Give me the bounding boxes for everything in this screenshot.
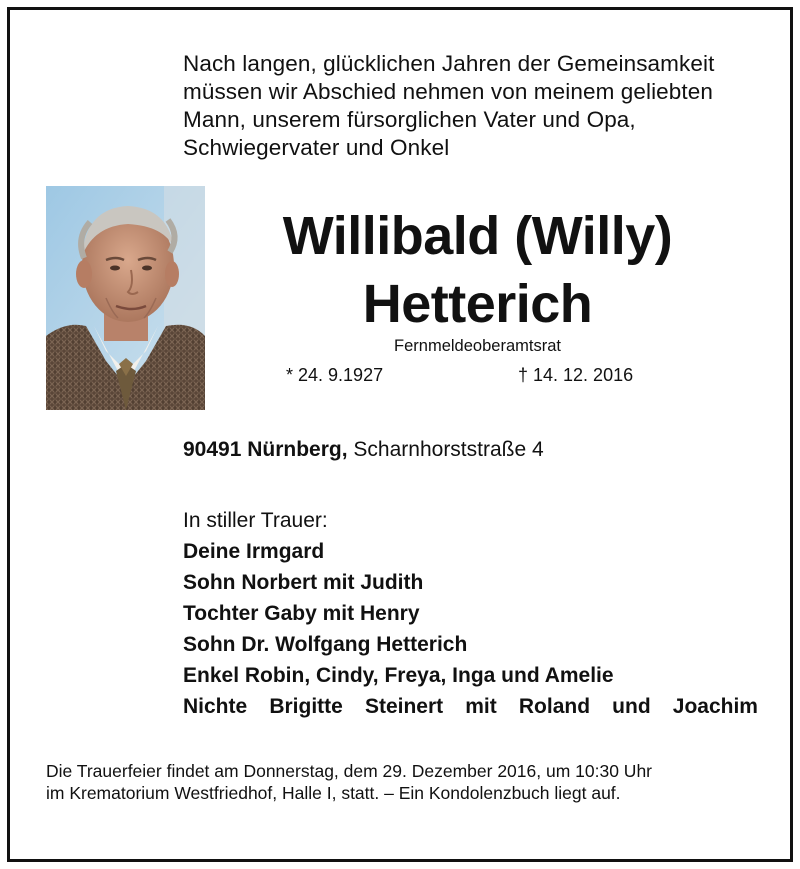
deceased-name-line1: Willibald (Willy) — [282, 206, 673, 266]
mourner-line: Deine Irmgard — [183, 540, 325, 563]
ceremony-notice — [46, 760, 776, 804]
death-date: † 14. 12. 2016 — [518, 365, 634, 385]
mourner-line-last — [183, 691, 758, 722]
mourner-word: und — [612, 695, 651, 718]
footer-line: im Krematorium Westfriedhof, Halle I, statt. – Ein Kondolenzbuch liegt auf. — [46, 783, 621, 803]
mourner-line: Tochter Gaby mit Henry — [183, 602, 420, 625]
mourners-list — [183, 536, 758, 722]
mourner-word: Steinert — [364, 695, 444, 718]
footer-line: Die Trauerfeier findet am Donnerstag, dem 29. Dezember 2016, um 10:30 Uhr — [46, 761, 653, 781]
mourners-intro: In stiller Trauer: — [183, 509, 328, 532]
intro-line: Mann, unserem fürsorglichen Vater und Opa, — [183, 107, 636, 132]
intro-line: Schwiegervater und Onkel — [183, 135, 450, 160]
intro-line: Nach langen, glücklichen Jahren der Gemeinsamkeit — [183, 51, 715, 76]
birth-date: * 24. 9.1927 — [286, 365, 384, 385]
mourner-word: mit — [465, 695, 497, 718]
deceased-occupation: Fernmeldeoberamtsrat — [394, 337, 561, 355]
mourner-word: Brigitte — [269, 695, 343, 718]
mourner-word: Roland — [518, 695, 591, 718]
intro-line: müssen wir Abschied nehmen von meinem geliebten — [183, 79, 713, 104]
address-street: Scharnhorststraße 4 — [353, 438, 544, 461]
mourner-line: Enkel Robin, Cindy, Freya, Inga und Amelie — [183, 664, 614, 687]
portrait-photo — [46, 186, 205, 410]
deceased-name-line2: Hetterich — [362, 274, 593, 334]
address — [183, 437, 544, 463]
address-city: 90491 Nürnberg, — [183, 438, 348, 461]
mourner-line: Sohn Norbert mit Judith — [183, 571, 424, 594]
mourner-word: Nichte — [183, 695, 248, 718]
mourner-word: Joachim — [672, 695, 758, 718]
mourner-line: Sohn Dr. Wolfgang Hetterich — [183, 633, 468, 656]
intro-text — [183, 50, 783, 162]
